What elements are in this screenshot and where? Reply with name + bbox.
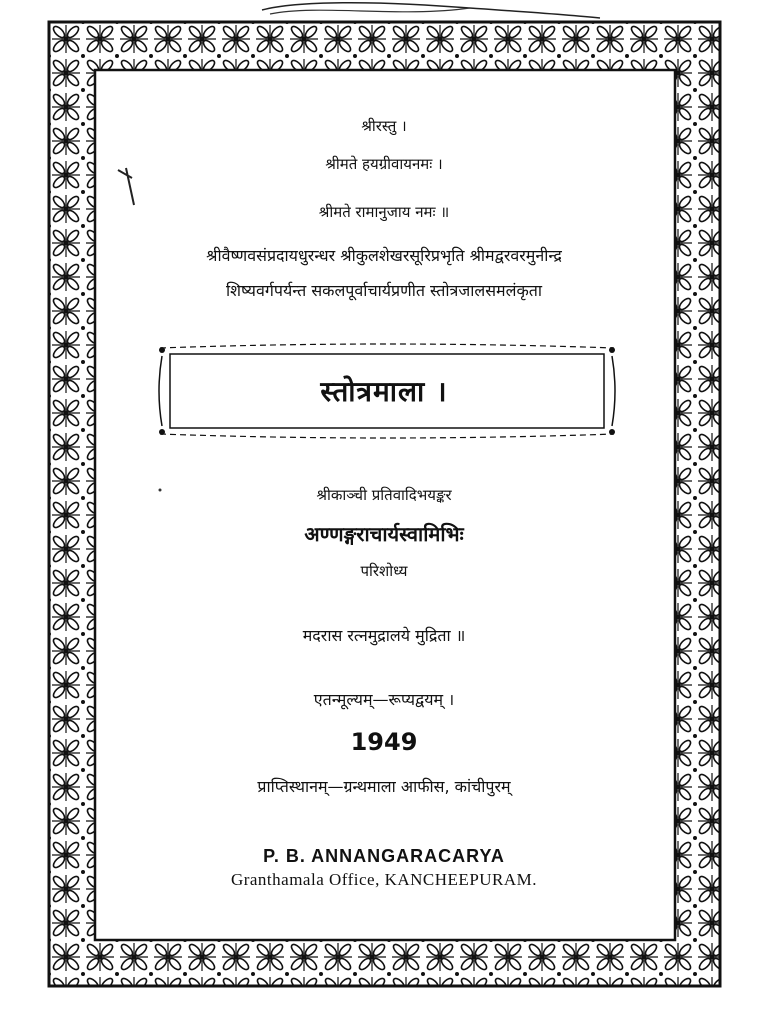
publisher-name: P. B. ANNANGARACARYA (263, 846, 505, 866)
invocation-line-2: श्रीमते हयग्रीवायनमः । (325, 155, 443, 173)
editor-action: परिशोध्य (360, 562, 408, 580)
lineage-line-2: शिष्यवर्गपर्यन्त सकलपूर्वाचार्यप्रणीत स्तोत्रजालसमलंकृता (225, 281, 543, 300)
lineage-line-1: श्रीवैष्णवसंप्रदायधुरन्धर श्रीकुलशेखरसूरिप्रभृति श्रीमद्वरवरमुनीन्द्र (206, 246, 562, 265)
invocation-line-3: श्रीमते रामानुजाय नमः ॥ (318, 203, 450, 221)
invocation-line-1: श्रीरस्तु । (361, 117, 407, 135)
editor-epithet: श्रीकाञ्ची प्रतिवादिभयङ्कर (316, 486, 452, 504)
press-line: मदरास रत्नमुद्रालये मुद्रिता ॥ (302, 626, 466, 645)
publication-year: 1949 (350, 728, 418, 756)
publisher-address: Granthamala Office, KANCHEEPURAM. (230, 870, 538, 889)
editor-name: अण्णङ्गराचार्यस्वामिभिः (304, 522, 464, 546)
book-title: स्तोत्रमाला । (320, 375, 448, 408)
price-line: एतन्मूल्यम्—रूप्यद्वयम् । (313, 690, 455, 709)
availability-line: प्राप्तिस्थानम्—ग्रन्थमाला आफीस, कांचीपुरम् (257, 777, 511, 796)
